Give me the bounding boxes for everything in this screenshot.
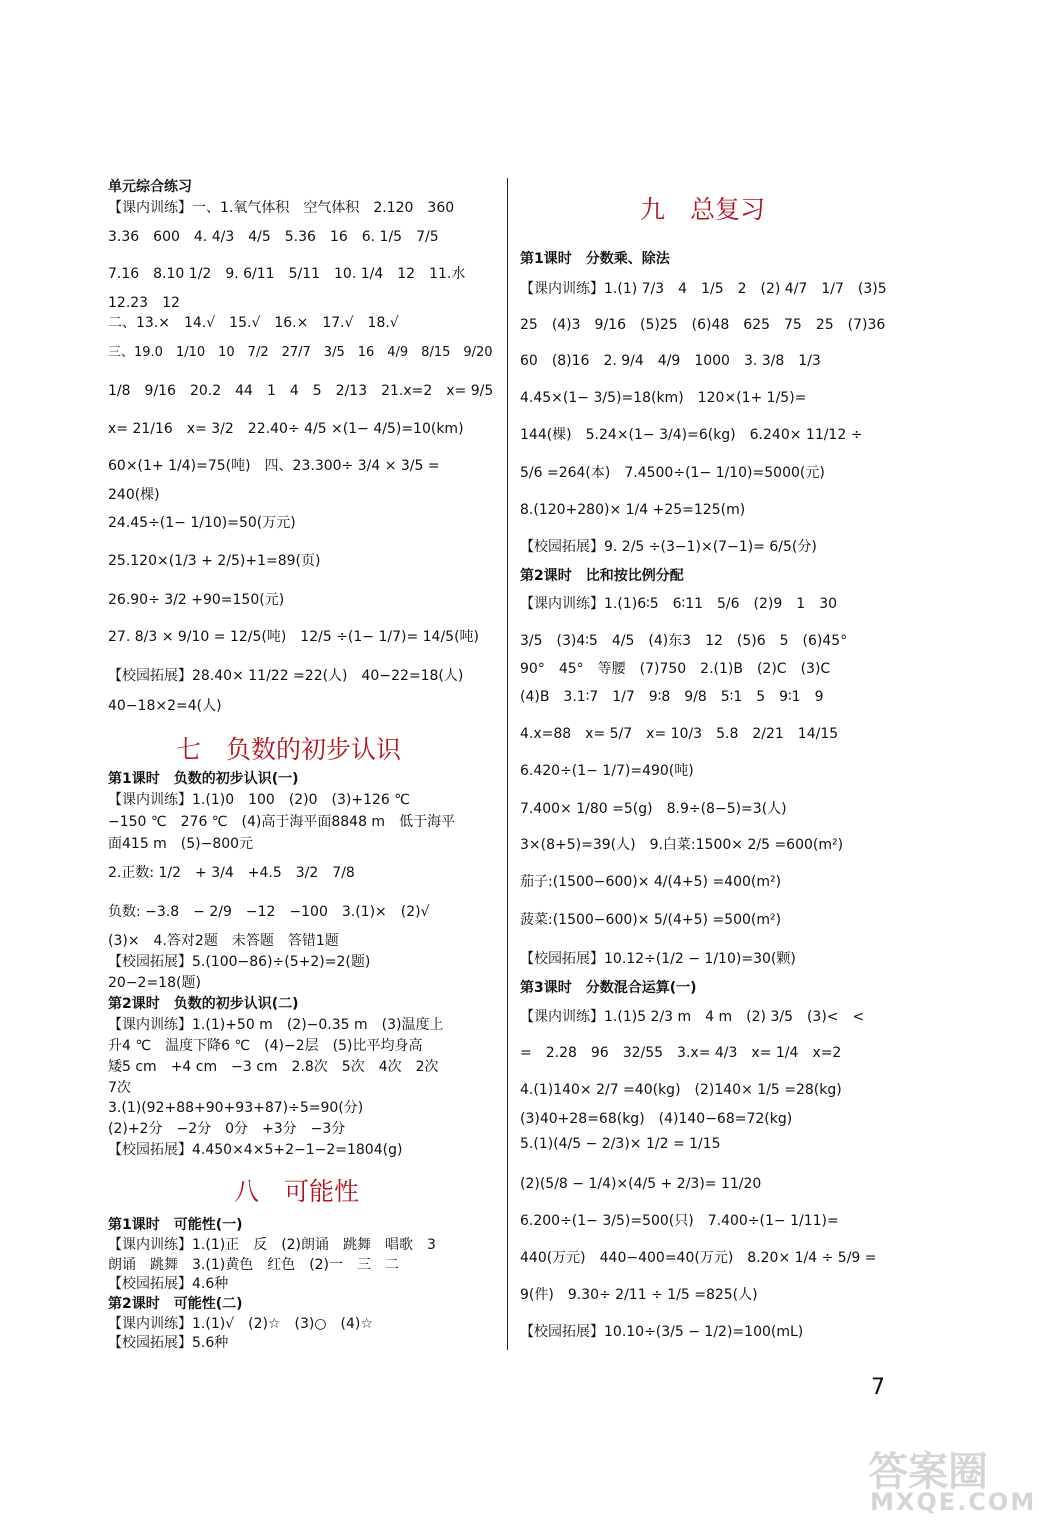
answer-line: 24.45÷(1− 1/10)=50(万元)	[108, 515, 296, 531]
answer-line: (2)+2分 −2分 0分 +3分 −3分	[108, 1121, 346, 1137]
answer-line: (2)(5/8 − 1/4)×(4/5 + 2/3)= 11/20	[520, 1176, 762, 1192]
watermark-logo	[868, 1440, 1037, 1528]
answer-line: 【课内训练】1.(1)√ (2)☆ (3)○ (4)☆	[108, 1316, 373, 1332]
answer-line: 440(万元) 440−400=40(万元) 8.20× 1/4 ÷ 5/9 =	[520, 1250, 877, 1266]
answer-line: 【校园拓展】10.12÷(1/2 − 1/10)=30(颗)	[520, 951, 796, 967]
lesson-title: 第1课时 可能性(一)	[108, 1217, 243, 1233]
answer-line: 20−2=18(题)	[108, 975, 201, 991]
answer-line: 【校园拓展】5.6种	[108, 1335, 229, 1351]
answer-line: 240(棵)	[108, 487, 160, 503]
watermark-url: MXQE.COM	[870, 1488, 1037, 1516]
answer-line: 【课内训练】1.(1)5 2/3 m 4 m (2) 3/5 (3)< <	[520, 1009, 865, 1025]
answer-line: 【校园拓展】9. 2/5 ÷(3−1)×(7−1)= 6/5(分)	[520, 539, 817, 555]
lesson-title: 第2课时 负数的初步认识(二)	[108, 996, 299, 1012]
answer-line: 菠菜:(1500−600)× 5/(4+5) =500(m²)	[520, 912, 782, 928]
answer-line: 5.(1)(4/5 − 2/3)× 1/2 = 1/15	[520, 1136, 721, 1152]
answer-line: 【课内训练】1.(1)6∶5 6∶11 5/6 (2)9 1 30	[520, 596, 838, 612]
lesson-title: 第1课时 分数乘、除法	[520, 251, 670, 267]
answer-line: 6.200÷(1− 3/5)=500(只) 7.400÷(1− 1/11)=	[520, 1213, 839, 1229]
lesson-title: 第2课时 比和按比例分配	[520, 568, 684, 584]
answer-line: 7.400× 1/80 =5(g) 8.9÷(8−5)=3(人)	[520, 801, 787, 817]
answer-line: (3)× 4.答对2题 未答题 答错1题	[108, 933, 339, 949]
answer-line: 负数: −3.8 − 2/9 −12 −100 3.(1)× (2)√	[108, 904, 430, 920]
answer-line: 2.正数: 1/2 + 3/4 +4.5 3/2 7/8	[108, 865, 355, 881]
answer-line: 25.120×(1/3 + 2/5)+1=89(页)	[108, 553, 321, 569]
answer-line: 三、19.0 1/10 10 7/2 27/7 3/5 16 4/9 8/15 9/20	[108, 345, 493, 360]
answer-line: 7次	[108, 1080, 131, 1096]
answer-line: 3×(8+5)=39(人) 9.白菜:1500× 2/5 =600(m²)	[520, 837, 844, 853]
section-heading: 九 总复习	[640, 195, 766, 224]
answer-line: 8.(120+280)× 1/4 +25=125(m)	[520, 502, 746, 518]
answer-line: 4.x=88 x= 5/7 x= 10/3 5.8 2/21 14/15	[520, 726, 839, 742]
answer-line: 12.23 12	[108, 295, 180, 311]
answer-line: 茄子:(1500−600)× 4/(4+5) =400(m²)	[520, 874, 782, 890]
answer-line: 4.45×(1− 3/5)=18(km) 120×(1+ 1/5)=	[520, 390, 807, 406]
section-heading: 八 可能性	[234, 1177, 360, 1206]
watermark-text: 答案圈	[868, 1449, 988, 1495]
answer-line: 6.420÷(1− 1/7)=490(吨)	[520, 763, 694, 779]
answer-line: (4)B 3.1∶7 1/7 9∶8 9/8 5∶1 5 9∶1 9	[520, 689, 824, 705]
lesson-title: 第3课时 分数混合运算(一)	[520, 980, 697, 996]
answer-line: 144(棵) 5.24×(1− 3/4)=6(kg) 6.240× 11/12 ÷	[520, 427, 863, 443]
answer-line: 面415 m (5)−800元	[108, 836, 254, 852]
answer-line: 【校园拓展】5.(100−86)÷(5+2)=2(题)	[108, 954, 371, 970]
answer-line: x= 21/16 x= 3/2 22.40÷ 4/5 ×(1− 4/5)=10(km)	[108, 421, 464, 437]
page-number: 7	[871, 1375, 885, 1400]
answer-line: 26.90÷ 3/2 +90=150(元)	[108, 592, 285, 608]
answer-line: 【课内训练】一、1.氧气体积 空气体积 2.120 360	[108, 200, 455, 216]
answer-line: 矮5 cm +4 cm −3 cm 2.8次 5次 4次 2次	[108, 1059, 439, 1075]
answer-line: = 2.28 96 32/55 3.x= 4/3 x= 1/4 x=2	[520, 1045, 842, 1061]
answer-line: 【校园拓展】28.40× 11/22 =22(人) 40−22=18(人)	[108, 668, 464, 684]
section-heading: 七 负数的初步认识	[176, 735, 402, 764]
answer-line: 60 (8)16 2. 9/4 4/9 1000 3. 3/8 1/3	[520, 353, 821, 369]
answer-line: 90° 45° 等腰 (7)750 2.(1)B (2)C (3)C	[520, 661, 831, 677]
column-divider	[507, 178, 508, 1350]
lesson-title: 第1课时 负数的初步认识(一)	[108, 771, 299, 787]
answer-line: 1/8 9/16 20.2 44 1 4 5 2/13 21.x=2 x= 9/5	[108, 383, 494, 399]
answer-line: 【课内训练】1.(1)正 反 (2)朗诵 跳舞 唱歌 3	[108, 1237, 436, 1253]
answer-line: 7.16 8.10 1/2 9. 6/11 5/11 10. 1/4 12 11.水	[108, 266, 466, 282]
answer-line: 40−18×2=4(人)	[108, 698, 222, 714]
answer-line: 60×(1+ 1/4)=75(吨) 四、23.300÷ 3/4 × 3/5 =	[108, 458, 440, 474]
answer-line: (3)40+28=68(kg) (4)140−68=72(kg)	[520, 1111, 793, 1127]
answer-line: 9(件) 9.30÷ 2/11 ÷ 1/5 =825(人)	[520, 1287, 758, 1303]
answer-line: 升4 ℃ 温度下降6 ℃ (4)−2层 (5)比平均身高	[108, 1038, 423, 1054]
answer-line: 【校园拓展】4.6种	[108, 1276, 229, 1292]
answer-line: −150 ℃ 276 ℃ (4)高于海平面8848 m 低于海平	[108, 814, 456, 830]
answer-line: 朗诵 跳舞 3.(1)黄色 红色 (2)一 三 二	[108, 1257, 400, 1273]
lesson-title: 单元综合练习	[108, 179, 192, 195]
answer-line: 4.(1)140× 2/7 =40(kg) (2)140× 1/5 =28(kg)	[520, 1082, 842, 1098]
answer-line: 【课内训练】1.(1)+50 m (2)−0.35 m (3)温度上	[108, 1017, 444, 1033]
answer-line: 【校园拓展】10.10÷(3/5 − 1/2)=100(mL)	[520, 1324, 804, 1340]
answer-line: 【校园拓展】4.450×4×5+2−1−2=1804(g)	[108, 1142, 403, 1158]
answer-line: 25 (4)3 9/16 (5)25 (6)48 625 75 25 (7)36	[520, 317, 886, 333]
answer-line: 【课内训练】1.(1) 7/3 4 1/5 2 (2) 4/7 1/7 (3)5	[520, 281, 887, 297]
answer-line: 【课内训练】1.(1)0 100 (2)0 (3)+126 ℃	[108, 792, 411, 808]
answer-line: 5/6 =264(本) 7.4500÷(1− 1/10)=5000(元)	[520, 465, 825, 481]
answer-line: 27. 8/3 × 9/10 = 12/5(吨) 12/5 ÷(1− 1/7)= 14/5(吨)	[108, 629, 480, 645]
answer-line: 3.(1)(92+88+90+93+87)÷5=90(分)	[108, 1100, 364, 1116]
answer-line: 3.36 600 4. 4/3 4/5 5.36 16 6. 1/5 7/5	[108, 229, 439, 245]
lesson-title: 第2课时 可能性(二)	[108, 1296, 243, 1312]
answer-line: 二、13.× 14.√ 15.√ 16.× 17.√ 18.√	[108, 315, 399, 331]
answer-line: 3/5 (3)4∶5 4/5 (4)东3 12 (5)6 5 (6)45°	[520, 633, 848, 649]
